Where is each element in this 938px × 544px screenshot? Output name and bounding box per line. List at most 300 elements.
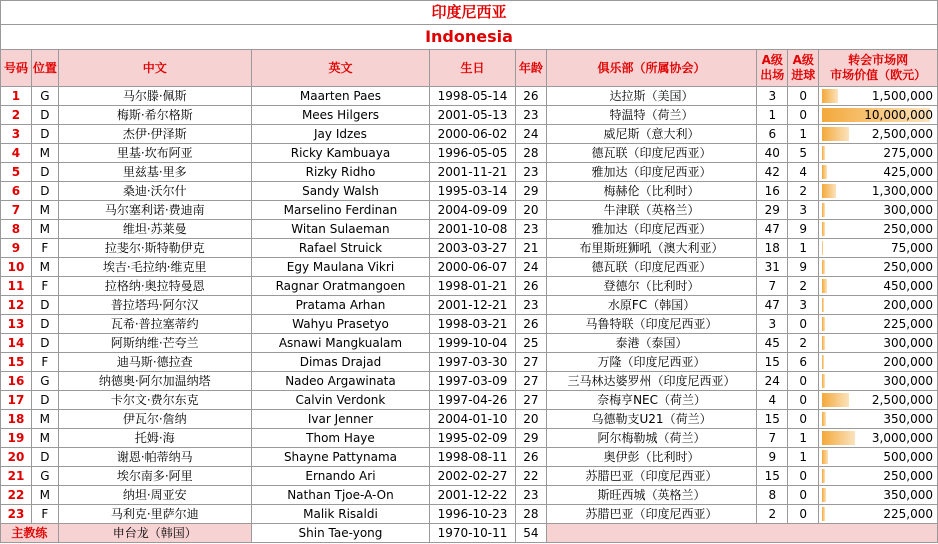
value-bar [822, 279, 827, 293]
player-market-value [819, 410, 938, 429]
player-caps: 24 [757, 372, 788, 391]
player-name-zh: 马尔塞利诺·费迪南 [58, 201, 251, 220]
value-text: 2,500,000 [871, 393, 933, 407]
player-number: 20 [1, 448, 32, 467]
player-goals: 9 [788, 220, 819, 239]
player-number: 13 [1, 315, 32, 334]
player-name-zh: 阿斯纳维·芒夸兰 [58, 334, 251, 353]
player-number: 14 [1, 334, 32, 353]
value-text: 350,000 [883, 488, 933, 502]
player-goals: 1 [788, 125, 819, 144]
player-goals: 0 [788, 106, 819, 125]
value-bar [822, 89, 838, 103]
value-text: 10,000,000 [864, 108, 933, 122]
value-bar [822, 298, 824, 312]
player-name-en: Marselino Ferdinan [251, 201, 430, 220]
player-age: 24 [515, 125, 546, 144]
player-club: 苏腊巴亚（印度尼西亚） [546, 467, 756, 486]
player-name-zh: 维坦·苏莱曼 [58, 220, 251, 239]
value-bar [822, 260, 825, 274]
player-market-value [819, 486, 938, 505]
player-name-zh: 杰伊·伊泽斯 [58, 125, 251, 144]
player-age: 26 [515, 87, 546, 106]
player-caps: 1 [757, 106, 788, 125]
table-row [1, 106, 938, 125]
value-bar [822, 355, 824, 369]
value-text: 1,300,000 [871, 184, 933, 198]
player-number: 5 [1, 163, 32, 182]
value-text: 300,000 [883, 374, 933, 388]
value-bar [822, 146, 825, 160]
player-age: 27 [515, 391, 546, 410]
player-club: 雅加达（印度尼西亚） [546, 220, 756, 239]
player-dob: 2003-03-27 [430, 239, 516, 258]
player-age: 22 [515, 467, 546, 486]
player-name-zh: 拉格纳·奥拉特曼恩 [58, 277, 251, 296]
player-name-zh: 埃吉·毛拉纳·维克里 [58, 258, 251, 277]
player-age: 26 [515, 315, 546, 334]
player-caps: 2 [757, 505, 788, 524]
player-name-zh: 里基·坎布阿亚 [58, 144, 251, 163]
player-age: 28 [515, 144, 546, 163]
value-bar [822, 165, 827, 179]
player-name-en: Nadeo Argawinata [251, 372, 430, 391]
player-number: 6 [1, 182, 32, 201]
player-position: M [31, 220, 58, 239]
player-age: 29 [515, 429, 546, 448]
player-name-en: Witan Sulaeman [251, 220, 430, 239]
player-position: G [31, 87, 58, 106]
player-caps: 4 [757, 391, 788, 410]
value-bar [822, 127, 849, 141]
player-market-value [819, 429, 938, 448]
header-club: 俱乐部（所属协会） [546, 50, 756, 87]
value-bar [822, 450, 827, 464]
player-dob: 2004-09-09 [430, 201, 516, 220]
player-position: G [31, 372, 58, 391]
table-row [1, 144, 938, 163]
player-number: 3 [1, 125, 32, 144]
player-position: D [31, 391, 58, 410]
player-caps: 16 [757, 182, 788, 201]
value-text: 200,000 [883, 298, 933, 312]
player-number: 8 [1, 220, 32, 239]
player-age: 26 [515, 277, 546, 296]
value-text: 250,000 [883, 222, 933, 236]
player-market-value [819, 467, 938, 486]
value-text: 300,000 [883, 336, 933, 350]
player-caps: 7 [757, 277, 788, 296]
player-market-value [819, 106, 938, 125]
player-name-en: Ragnar Oratmangoen [251, 277, 430, 296]
player-position: F [31, 505, 58, 524]
player-goals: 0 [788, 467, 819, 486]
player-name-en: Maarten Paes [251, 87, 430, 106]
player-number: 4 [1, 144, 32, 163]
player-dob: 1998-01-21 [430, 277, 516, 296]
player-position: D [31, 315, 58, 334]
coach-row [1, 524, 938, 543]
player-name-zh: 埃尔南多·阿里 [58, 467, 251, 486]
player-club: 奥伊彭（比利时） [546, 448, 756, 467]
player-market-value [819, 87, 938, 106]
player-dob: 2000-06-07 [430, 258, 516, 277]
player-dob: 1997-03-09 [430, 372, 516, 391]
player-market-value [819, 182, 938, 201]
player-dob: 2001-11-21 [430, 163, 516, 182]
player-age: 27 [515, 372, 546, 391]
player-name-en: Rizky Ridho [251, 163, 430, 182]
value-bar [822, 431, 854, 445]
value-text: 3,000,000 [871, 431, 933, 445]
player-position: F [31, 239, 58, 258]
player-dob: 1995-02-09 [430, 429, 516, 448]
player-number: 12 [1, 296, 32, 315]
player-goals: 0 [788, 410, 819, 429]
player-age: 27 [515, 353, 546, 372]
table-row [1, 372, 938, 391]
player-name-zh: 梅斯·希尔格斯 [58, 106, 251, 125]
value-text: 2,500,000 [871, 127, 933, 141]
player-caps: 9 [757, 448, 788, 467]
player-market-value [819, 372, 938, 391]
player-caps: 15 [757, 410, 788, 429]
player-goals: 4 [788, 163, 819, 182]
table-row [1, 429, 938, 448]
player-name-zh: 里兹基·里多 [58, 163, 251, 182]
player-goals: 5 [788, 144, 819, 163]
player-position: M [31, 258, 58, 277]
player-name-en: Shayne Pattynama [251, 448, 430, 467]
player-market-value [819, 163, 938, 182]
value-text: 300,000 [883, 203, 933, 217]
header-goals: A级进球 [788, 50, 819, 87]
player-position: F [31, 353, 58, 372]
player-goals: 1 [788, 239, 819, 258]
player-goals: 2 [788, 277, 819, 296]
table-row [1, 505, 938, 524]
player-dob: 1997-03-30 [430, 353, 516, 372]
player-dob: 2001-10-08 [430, 220, 516, 239]
player-goals: 0 [788, 505, 819, 524]
player-age: 23 [515, 163, 546, 182]
value-bar [822, 393, 849, 407]
player-caps: 8 [757, 486, 788, 505]
player-age: 23 [515, 220, 546, 239]
player-caps: 29 [757, 201, 788, 220]
player-goals: 0 [788, 391, 819, 410]
value-bar [822, 469, 825, 483]
value-text: 275,000 [883, 146, 933, 160]
table-row [1, 125, 938, 144]
player-dob: 1996-10-23 [430, 505, 516, 524]
value-text: 1,500,000 [871, 89, 933, 103]
table-row [1, 201, 938, 220]
value-bar [822, 336, 825, 350]
value-bar [822, 184, 836, 198]
player-name-en: Mees Hilgers [251, 106, 430, 125]
player-name-en: Malik Risaldi [251, 505, 430, 524]
player-dob: 1995-03-14 [430, 182, 516, 201]
header-name-en: 英文 [251, 50, 430, 87]
header-dob: 生日 [430, 50, 516, 87]
player-goals: 0 [788, 372, 819, 391]
player-position: D [31, 182, 58, 201]
player-club: 马鲁特联（印度尼西亚） [546, 315, 756, 334]
player-club: 德瓦联（印度尼西亚） [546, 144, 756, 163]
value-text: 250,000 [883, 469, 933, 483]
player-name-zh: 纳坦·周亚安 [58, 486, 251, 505]
player-position: M [31, 201, 58, 220]
title-chinese: 印度尼西亚 [1, 1, 938, 25]
player-number: 2 [1, 106, 32, 125]
table-row [1, 87, 938, 106]
player-dob: 2000-06-02 [430, 125, 516, 144]
player-caps: 42 [757, 163, 788, 182]
coach-dob: 1970-10-11 [430, 524, 516, 543]
player-name-en: Ivar Jenner [251, 410, 430, 429]
player-market-value [819, 391, 938, 410]
player-market-value [819, 201, 938, 220]
player-caps: 6 [757, 125, 788, 144]
player-dob: 1998-05-14 [430, 87, 516, 106]
player-name-en: Egy Maulana Vikri [251, 258, 430, 277]
player-name-en: Wahyu Prasetyo [251, 315, 430, 334]
player-market-value [819, 239, 938, 258]
player-caps: 45 [757, 334, 788, 353]
table-row [1, 391, 938, 410]
player-club: 万隆（印度尼西亚） [546, 353, 756, 372]
value-text: 350,000 [883, 412, 933, 426]
value-text: 450,000 [883, 279, 933, 293]
player-name-zh: 马尔滕·佩斯 [58, 87, 251, 106]
player-club: 三马林达婆罗州（印度尼西亚） [546, 372, 756, 391]
player-position: D [31, 163, 58, 182]
player-name-zh: 伊瓦尔·詹纳 [58, 410, 251, 429]
value-bar [822, 222, 825, 236]
player-name-zh: 纳德奥·阿尔加温纳塔 [58, 372, 251, 391]
header-value-line2: 市场价值（欧元） [830, 68, 927, 82]
player-dob: 2001-12-22 [430, 486, 516, 505]
player-name-zh: 谢恩·帕蒂纳马 [58, 448, 251, 467]
player-goals: 1 [788, 429, 819, 448]
player-position: G [31, 467, 58, 486]
value-text: 225,000 [883, 317, 933, 331]
value-bar [822, 241, 823, 255]
player-club: 牛津联（英格兰） [546, 201, 756, 220]
table-row [1, 277, 938, 296]
player-goals: 3 [788, 201, 819, 220]
player-dob: 2001-12-21 [430, 296, 516, 315]
player-dob: 2002-02-27 [430, 467, 516, 486]
player-goals: 0 [788, 486, 819, 505]
player-dob: 1998-03-21 [430, 315, 516, 334]
value-text: 425,000 [883, 165, 933, 179]
player-club: 奈梅亨NEC（荷兰） [546, 391, 756, 410]
player-name-zh: 瓦希·普拉塞蒂约 [58, 315, 251, 334]
player-club: 梅赫伦（比利时） [546, 182, 756, 201]
player-name-en: Dimas Drajad [251, 353, 430, 372]
player-position: D [31, 296, 58, 315]
player-name-en: Ernando Ari [251, 467, 430, 486]
player-caps: 15 [757, 353, 788, 372]
player-market-value [819, 277, 938, 296]
player-club: 达拉斯（美国） [546, 87, 756, 106]
table-row [1, 258, 938, 277]
player-name-zh: 普拉塔玛·阿尔汉 [58, 296, 251, 315]
table-row [1, 296, 938, 315]
player-name-en: Sandy Walsh [251, 182, 430, 201]
player-age: 23 [515, 296, 546, 315]
value-text: 225,000 [883, 507, 933, 521]
player-dob: 1999-10-04 [430, 334, 516, 353]
player-number: 9 [1, 239, 32, 258]
player-name-zh: 托姆·海 [58, 429, 251, 448]
player-market-value [819, 258, 938, 277]
player-number: 17 [1, 391, 32, 410]
player-number: 18 [1, 410, 32, 429]
header-caps: A级出场 [757, 50, 788, 87]
player-dob: 2001-05-13 [430, 106, 516, 125]
player-age: 23 [515, 486, 546, 505]
header-name-zh: 中文 [58, 50, 251, 87]
table-row [1, 467, 938, 486]
value-text: 500,000 [883, 450, 933, 464]
value-text: 200,000 [883, 355, 933, 369]
player-age: 20 [515, 201, 546, 220]
player-club: 布里斯班狮吼（澳大利亚） [546, 239, 756, 258]
table-row [1, 182, 938, 201]
player-name-zh: 马利克·里萨尔迪 [58, 505, 251, 524]
header-pos: 位置 [31, 50, 58, 87]
player-name-en: Rafael Struick [251, 239, 430, 258]
player-dob: 1998-08-11 [430, 448, 516, 467]
player-number: 10 [1, 258, 32, 277]
player-market-value [819, 125, 938, 144]
table-row [1, 239, 938, 258]
player-dob: 2004-01-10 [430, 410, 516, 429]
value-bar [822, 488, 826, 502]
player-caps: 47 [757, 296, 788, 315]
coach-age: 54 [515, 524, 546, 543]
player-number: 19 [1, 429, 32, 448]
table-row [1, 163, 938, 182]
player-position: D [31, 125, 58, 144]
value-text: 250,000 [883, 260, 933, 274]
player-market-value [819, 505, 938, 524]
player-club: 雅加达（印度尼西亚） [546, 163, 756, 182]
player-caps: 7 [757, 429, 788, 448]
coach-name-zh: 申台龙（韩国） [58, 524, 251, 543]
player-age: 21 [515, 239, 546, 258]
player-position: M [31, 429, 58, 448]
player-number: 21 [1, 467, 32, 486]
player-caps: 31 [757, 258, 788, 277]
player-name-en: Pratama Arhan [251, 296, 430, 315]
player-position: D [31, 334, 58, 353]
value-bar [822, 374, 825, 388]
header-row [1, 50, 938, 87]
value-bar [822, 412, 826, 426]
header-age: 年龄 [515, 50, 546, 87]
player-goals: 2 [788, 334, 819, 353]
player-dob: 1996-05-05 [430, 144, 516, 163]
table-row [1, 448, 938, 467]
value-bar [822, 507, 824, 521]
table-row [1, 410, 938, 429]
player-name-zh: 卡尔文·费尔东克 [58, 391, 251, 410]
player-goals: 1 [788, 448, 819, 467]
player-name-en: Calvin Verdonk [251, 391, 430, 410]
coach-empty [546, 524, 937, 543]
player-age: 24 [515, 258, 546, 277]
table-row [1, 220, 938, 239]
player-name-en: Asnawi Mangkualam [251, 334, 430, 353]
player-name-en: Ricky Kambuaya [251, 144, 430, 163]
player-age: 23 [515, 106, 546, 125]
player-dob: 1997-04-26 [430, 391, 516, 410]
player-club: 乌德勒支U21（荷兰） [546, 410, 756, 429]
player-goals: 3 [788, 296, 819, 315]
player-goals: 6 [788, 353, 819, 372]
player-age: 26 [515, 448, 546, 467]
table-row [1, 486, 938, 505]
player-position: M [31, 144, 58, 163]
player-market-value [819, 144, 938, 163]
player-club: 水原FC（韩国） [546, 296, 756, 315]
player-position: F [31, 277, 58, 296]
player-market-value [819, 315, 938, 334]
player-name-en: Thom Haye [251, 429, 430, 448]
table-row [1, 334, 938, 353]
player-number: 11 [1, 277, 32, 296]
table-row [1, 315, 938, 334]
player-position: D [31, 106, 58, 125]
player-caps: 47 [757, 220, 788, 239]
player-position: M [31, 410, 58, 429]
player-position: D [31, 448, 58, 467]
player-age: 25 [515, 334, 546, 353]
player-club: 特温特（荷兰） [546, 106, 756, 125]
player-club: 德瓦联（印度尼西亚） [546, 258, 756, 277]
player-goals: 0 [788, 315, 819, 334]
player-club: 斯旺西城（英格兰） [546, 486, 756, 505]
player-name-zh: 拉斐尔·斯特勒伊克 [58, 239, 251, 258]
player-number: 7 [1, 201, 32, 220]
header-value [819, 50, 938, 87]
player-club: 威尼斯（意大利） [546, 125, 756, 144]
player-caps: 3 [757, 315, 788, 334]
player-number: 22 [1, 486, 32, 505]
player-position: M [31, 486, 58, 505]
player-market-value [819, 448, 938, 467]
header-num: 号码 [1, 50, 32, 87]
player-age: 28 [515, 505, 546, 524]
player-name-zh: 迪马斯·德拉查 [58, 353, 251, 372]
player-goals: 9 [788, 258, 819, 277]
player-caps: 18 [757, 239, 788, 258]
coach-label: 主教练 [1, 524, 59, 543]
player-number: 1 [1, 87, 32, 106]
player-name-en: Nathan Tjoe-A-On [251, 486, 430, 505]
player-number: 23 [1, 505, 32, 524]
player-caps: 15 [757, 467, 788, 486]
coach-name-en: Shin Tae-yong [251, 524, 430, 543]
player-age: 20 [515, 410, 546, 429]
player-goals: 0 [788, 87, 819, 106]
player-market-value [819, 296, 938, 315]
player-club: 登德尔（比利时） [546, 277, 756, 296]
